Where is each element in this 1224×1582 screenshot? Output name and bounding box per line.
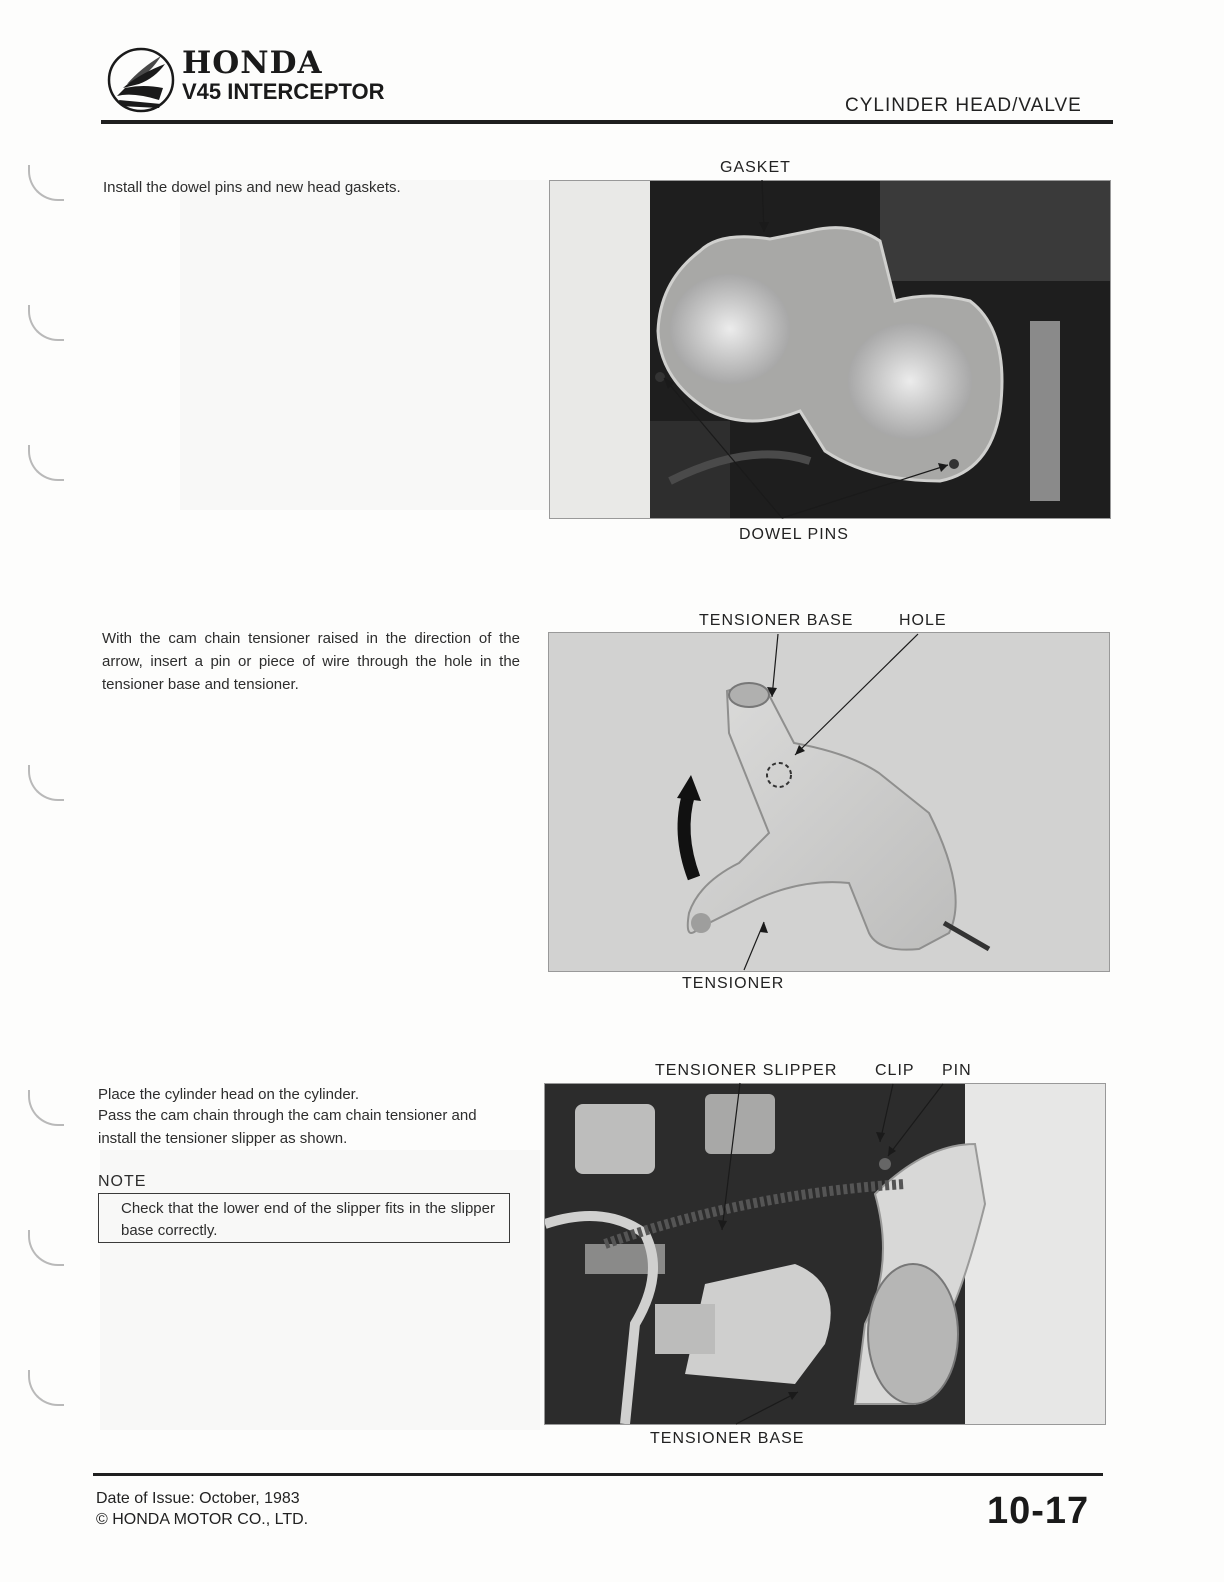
footer-divider — [93, 1473, 1103, 1476]
page-number: 10-17 — [987, 1490, 1090, 1532]
model-name: V45 INTERCEPTOR — [182, 79, 385, 104]
honda-wing-logo-icon — [103, 44, 181, 122]
section-title: CYLINDER HEAD/VALVE — [845, 95, 1082, 116]
photo-cam-chain-tensioner — [548, 632, 1110, 972]
binder-hole-mark — [28, 445, 64, 481]
label-tensioner: TENSIONER — [682, 975, 785, 992]
step-2-instruction: With the cam chain tensioner raised in the direction of the arrow, insert a pin or piece of wire through the hole in the tensioner base and tensioner. — [102, 630, 520, 693]
header-divider — [101, 120, 1113, 124]
label-gasket: GASKET — [720, 159, 791, 176]
brand-name: HONDA — [182, 45, 323, 81]
binder-hole-mark — [28, 1370, 64, 1406]
step-3-instruction-line1: Place the cylinder head on the cylinder. — [98, 1086, 359, 1103]
bleed-through-image — [180, 180, 550, 510]
copyright: © HONDA MOTOR CO., LTD. — [96, 1511, 309, 1528]
photo-cylinder-head-slipper — [544, 1083, 1106, 1425]
label-pin: PIN — [942, 1062, 972, 1079]
label-tensioner-base-2: TENSIONER BASE — [650, 1430, 805, 1447]
binder-hole-mark — [28, 1230, 64, 1266]
label-tensioner-slipper: TENSIONER SLIPPER — [655, 1062, 838, 1079]
note-box: Check that the lower end of the slipper fits in the slipper base correctly. — [98, 1193, 510, 1243]
step-1-instruction: Install the dowel pins and new head gaskets. — [103, 179, 401, 196]
issue-date: Date of Issue: October, 1983 — [96, 1490, 300, 1507]
note-heading: NOTE — [98, 1173, 147, 1190]
binder-hole-mark — [28, 305, 64, 341]
label-dowel-pins: DOWEL PINS — [739, 526, 849, 543]
bleed-through-image — [100, 1150, 540, 1430]
binder-hole-mark — [28, 765, 64, 801]
label-clip: CLIP — [875, 1062, 915, 1079]
label-hole: HOLE — [899, 612, 947, 629]
binder-hole-mark — [28, 165, 64, 201]
label-tensioner-base: TENSIONER BASE — [699, 612, 854, 629]
step-3-instruction-line2: Pass the cam chain through the cam chain tensioner and install the tensioner slipper as shown. — [98, 1107, 477, 1147]
photo-cylinder-gaskets — [549, 180, 1111, 519]
binder-hole-mark — [28, 1090, 64, 1126]
